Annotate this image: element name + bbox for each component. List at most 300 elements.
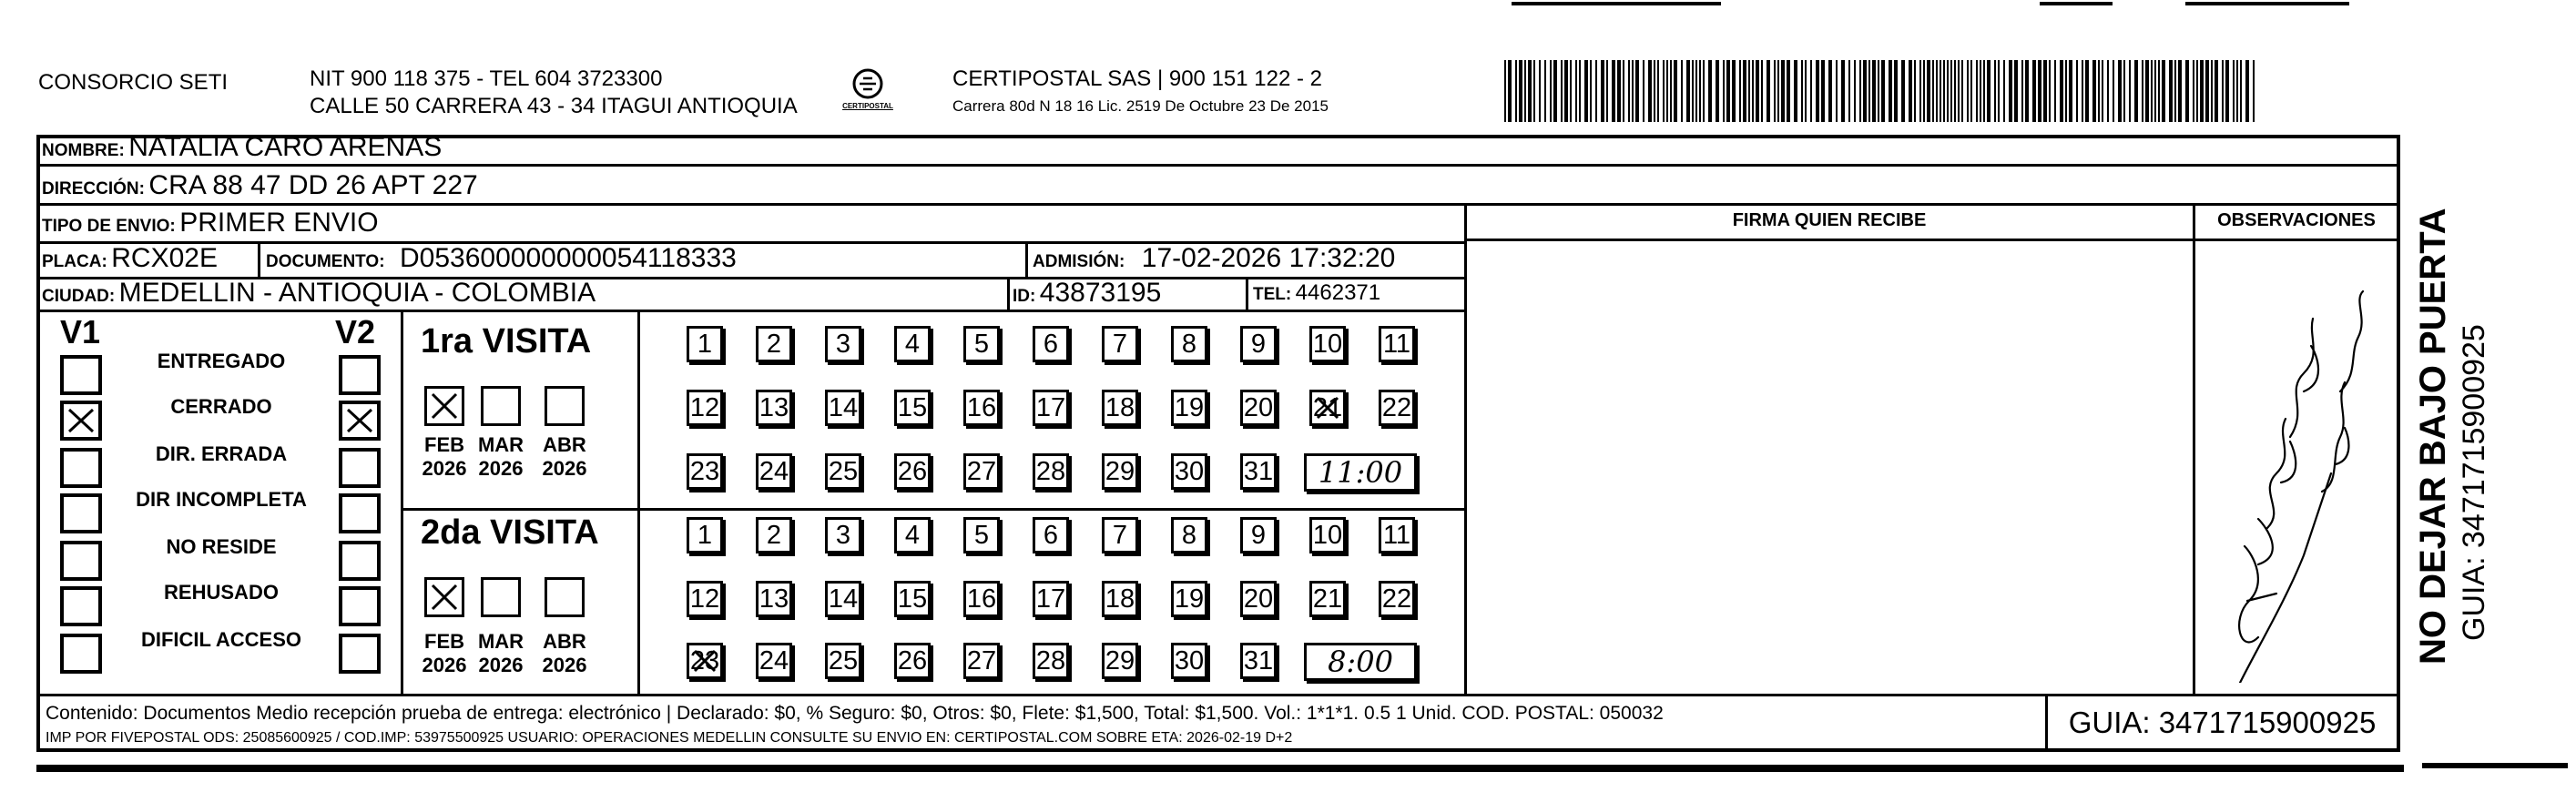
status-label: DIR. ERRADA: [155, 442, 288, 465]
barcode-bar: [1595, 60, 1597, 122]
divider-placa: [258, 241, 260, 277]
id-value: 43873195: [1039, 278, 1162, 308]
barcode-bar: [1958, 60, 1960, 122]
month-name: FEB: [424, 630, 464, 653]
first-day-box[interactable]: 26: [894, 453, 931, 490]
barcode-bar: [1983, 60, 1985, 122]
second-day-box[interactable]: 20: [1240, 581, 1277, 617]
direccion-value: CRA 88 47 DD 26 APT 227: [148, 170, 478, 200]
documento-value: D053600000000054118333: [400, 243, 737, 273]
month-name: ABR: [543, 630, 586, 653]
barcode-bar: [1794, 60, 1797, 122]
barcode-bar: [1932, 60, 1934, 122]
barcode-bar: [1533, 60, 1535, 122]
v1-checkbox[interactable]: [60, 401, 102, 441]
barcode-bar: [2021, 60, 2023, 122]
barcode-bar: [1919, 60, 1921, 122]
first-day-box[interactable]: 30: [1171, 453, 1207, 490]
v2-checkbox[interactable]: [339, 448, 381, 488]
barcode-bar: [1708, 60, 1712, 122]
barcode-bar: [1940, 60, 1941, 122]
barcode-bar: [2240, 60, 2242, 122]
second-day-box[interactable]: 27: [963, 643, 1000, 679]
barcode-bar: [1970, 60, 1972, 122]
line-obs-header: [1464, 239, 2400, 241]
side-guia: GUIA: 3471715900925: [2457, 324, 2491, 641]
barcode-bar: [1670, 60, 1672, 122]
barcode-bar: [1863, 60, 1867, 122]
first-day-box[interactable]: 6: [1033, 326, 1069, 362]
month-name: ABR: [543, 433, 586, 456]
second-day-box[interactable]: 30: [1171, 643, 1207, 679]
first-day-box[interactable]: 18: [1102, 390, 1138, 426]
barcode-bar: [2043, 60, 2047, 122]
signature: [2204, 255, 2386, 683]
barcode-bar: [1524, 60, 1526, 122]
direccion-row: [42, 169, 478, 207]
barcode-bar: [1987, 60, 1991, 122]
nombre-label: NOMBRE:: [42, 141, 125, 160]
first-day-box[interactable]: 1: [687, 326, 723, 362]
barcode-bar: [1976, 60, 1978, 122]
ciudad-value: MEDELLIN - ANTIOQUIA - COLOMBIA: [118, 278, 596, 308]
divider-tel: [1246, 277, 1248, 310]
tipo-value: PRIMER ENVIO: [179, 208, 379, 238]
barcode-bar: [1752, 60, 1754, 122]
barcode-bar: [2142, 60, 2143, 122]
divider-observaciones: [2193, 203, 2195, 695]
barcode-bar: [2009, 60, 2012, 122]
month-name: MAR: [477, 630, 524, 653]
month-year: 2026: [542, 654, 587, 676]
first-day-box[interactable]: 11: [1379, 326, 1415, 362]
first-day-box[interactable]: 21: [1309, 390, 1346, 426]
month-year: 2026: [478, 457, 524, 480]
barcode-bar: [1950, 60, 1952, 122]
month-year: 2026: [542, 457, 587, 480]
barcode-bar: [1994, 60, 1996, 122]
first-visit-title: 1ra VISITA: [421, 322, 592, 360]
barcode-bar: [1854, 60, 1856, 122]
barcode-bar: [1508, 60, 1512, 122]
barcode-bar: [1781, 60, 1785, 122]
first-day-box[interactable]: 12: [687, 390, 723, 426]
barcode-bar: [2253, 60, 2255, 122]
barcode-bar: [1980, 60, 1981, 122]
second-day-box[interactable]: 10: [1309, 517, 1346, 553]
second-day-box[interactable]: 9: [1240, 517, 1277, 553]
firma-header: FIRMA QUIEN RECIBE: [1732, 210, 1927, 230]
v2-checkbox[interactable]: [339, 355, 381, 395]
barcode-bar: [2054, 60, 2056, 122]
barcode-bar: [1590, 60, 1592, 122]
barcode-bar: [1761, 60, 1763, 122]
tel-label: TEL:: [1253, 285, 1292, 304]
second-day-box[interactable]: 12: [687, 581, 723, 617]
observaciones-header: OBSERVACIONES: [2217, 210, 2376, 230]
barcode-bar: [2032, 60, 2036, 122]
id-cell: [1013, 277, 1161, 314]
v2-checkbox[interactable]: [339, 541, 381, 581]
license-line: Carrera 80d N 18 16 Lic. 2519 De Octubre 23 De 2015: [952, 97, 1329, 115]
barcode-bar: [1881, 60, 1885, 122]
second-day-box[interactable]: 25: [825, 643, 861, 679]
barcode-bar: [1777, 60, 1779, 122]
barcode-bar: [1801, 60, 1803, 122]
barcode-bar: [1767, 60, 1770, 122]
barcode-bar: [1743, 60, 1746, 122]
v2-checkbox[interactable]: [339, 586, 381, 626]
barcode-bar: [1601, 60, 1604, 122]
barcode-bar: [2092, 60, 2096, 122]
second-day-box[interactable]: 8: [1171, 517, 1207, 553]
barcode-bar: [2215, 60, 2218, 122]
top-rule-1: [1512, 2, 1721, 5]
second-day-box[interactable]: 7: [1102, 517, 1138, 553]
first-day-box[interactable]: 2: [756, 326, 792, 362]
barcode-bar: [2236, 60, 2238, 122]
nit-line: NIT 900 118 375 - TEL 604 3723300: [310, 66, 663, 91]
check-mark: [64, 404, 98, 437]
status-label: REHUSADO: [164, 581, 279, 604]
first-day-box[interactable]: 15: [894, 390, 931, 426]
first-day-box[interactable]: 20: [1240, 390, 1277, 426]
placa-label: PLACA:: [42, 252, 107, 271]
first-day-box[interactable]: 13: [756, 390, 792, 426]
first-month-checkbox[interactable]: [481, 386, 521, 426]
first-month-checkbox[interactable]: [424, 386, 464, 426]
barcode-bar: [2169, 60, 2173, 122]
logo-text: CERTIPOSTAL: [842, 102, 893, 110]
barcode-bar: [1872, 60, 1876, 122]
barcode-bar: [2123, 60, 2125, 122]
barcode-bar: [1553, 60, 1557, 122]
barcode-bar: [1528, 60, 1532, 122]
barcode-bar: [1739, 60, 1741, 122]
barcode-bar: [2065, 60, 2067, 122]
v1-checkbox[interactable]: [60, 448, 102, 488]
second-month-label: [532, 630, 597, 677]
second-day-box[interactable]: 23: [687, 643, 723, 679]
status-label: CERRADO: [170, 395, 272, 418]
barcode-bar: [1947, 60, 1949, 122]
barcode-bar: [2134, 60, 2138, 122]
first-day-box[interactable]: 7: [1102, 326, 1138, 362]
second-day-box[interactable]: 22: [1379, 581, 1415, 617]
first-day-box[interactable]: 25: [825, 453, 861, 490]
second-day-box[interactable]: 11: [1379, 517, 1415, 553]
first-day-box[interactable]: 16: [963, 390, 1000, 426]
barcode-bar: [1954, 60, 1956, 122]
second-day-box[interactable]: 15: [894, 581, 931, 617]
check-mark: [689, 645, 720, 676]
tipo-row: [42, 207, 379, 244]
barcode-bar: [2129, 60, 2131, 122]
v1-checkbox[interactable]: [60, 586, 102, 626]
barcode-bar: [1936, 60, 1938, 122]
side-warning: NO DEJAR BAJO PUERTA: [2413, 208, 2453, 665]
v2-checkbox[interactable]: [339, 634, 381, 674]
v2-header: V2: [335, 313, 376, 350]
documento-label: DOCUMENTO:: [266, 252, 385, 271]
barcode-bar: [1726, 60, 1730, 122]
barcode-bar: [1635, 60, 1639, 122]
top-rule-3: [2185, 2, 2349, 5]
second-day-box[interactable]: 4: [894, 517, 931, 553]
footer-content: Contenido: Documentos Medio recepción prueba de entrega: electrónico | Declarado: $0, % Seguro: $0, Otros: $0, Flete: $1,500, Total: $1,500. Vol.: 1*1*1. 0.5 1 Unid. COD. POSTAL: 050032: [46, 703, 1664, 724]
barcode-bar: [1699, 60, 1701, 122]
divider-admision: [1025, 241, 1028, 277]
barcode-bar: [1816, 60, 1819, 122]
barcode-bar: [1657, 60, 1659, 122]
barcode-bar: [1692, 60, 1694, 122]
divider-days: [637, 310, 640, 694]
barcode-bar: [1612, 60, 1615, 122]
admision-value: 17-02-2026 17:32:20: [1141, 243, 1396, 273]
barcode-bar: [1703, 60, 1705, 122]
barcode-bar: [1584, 60, 1588, 122]
barcode-bar: [2200, 60, 2204, 122]
tipo-label: TIPO DE ENVIO:: [42, 217, 176, 236]
second-day-box[interactable]: 16: [963, 581, 1000, 617]
first-day-box[interactable]: 23: [687, 453, 723, 490]
check-mark: [427, 580, 462, 614]
second-time-box[interactable]: 8:00: [1304, 643, 1417, 681]
nombre-value: NATALIA CARO ARENAS: [128, 132, 443, 162]
second-day-box[interactable]: 14: [825, 581, 861, 617]
ciudad-cell: [42, 277, 596, 314]
documento-cell: [266, 242, 737, 279]
barcode-bar: [1623, 60, 1624, 122]
status-label: DIFICIL ACCESO: [140, 628, 301, 651]
barcode-bar: [2222, 60, 2224, 122]
second-day-box[interactable]: 17: [1033, 581, 1069, 617]
company-name: CONSORCIO SETI: [38, 70, 229, 95]
divider-id: [1007, 277, 1010, 310]
certipostal-logo: [836, 66, 900, 120]
barcode-bar: [1723, 60, 1725, 122]
first-day-box[interactable]: 10: [1309, 326, 1346, 362]
first-day-box[interactable]: 31: [1240, 453, 1277, 490]
second-day-box[interactable]: 26: [894, 643, 931, 679]
barcode-bar: [1628, 60, 1630, 122]
barcode-bar: [1868, 60, 1870, 122]
divider-status: [401, 310, 403, 694]
barcode-bar: [1914, 60, 1916, 122]
first-month-checkbox[interactable]: [545, 386, 585, 426]
first-time-box[interactable]: 11:00: [1304, 453, 1417, 492]
certipostal-line: CERTIPOSTAL SAS | 900 151 122 - 2: [952, 66, 1322, 91]
second-month-checkbox[interactable]: [481, 577, 521, 617]
second-day-box[interactable]: 2: [756, 517, 792, 553]
first-day-box[interactable]: 19: [1171, 390, 1207, 426]
barcode-bar: [2082, 60, 2083, 122]
barcode-bar: [1859, 60, 1861, 122]
admision-cell: [1033, 242, 1395, 279]
first-day-box[interactable]: 14: [825, 390, 861, 426]
barcode-bar: [1561, 60, 1563, 122]
barcode-bar: [1504, 60, 1506, 122]
barcode-bar: [2245, 60, 2249, 122]
barcode-bar: [2178, 60, 2182, 122]
barcode-bar: [1787, 60, 1790, 122]
barcode-bar: [1889, 60, 1892, 122]
second-day-box[interactable]: 29: [1102, 643, 1138, 679]
second-day-box[interactable]: 6: [1033, 517, 1069, 553]
barcode-bar: [1648, 60, 1652, 122]
second-day-box[interactable]: 28: [1033, 643, 1069, 679]
top-rule-2: [2040, 2, 2113, 5]
barcode-bar: [2003, 60, 2005, 122]
barcode-bar: [2025, 60, 2029, 122]
barcode-bar: [1961, 60, 1963, 122]
footer-print-info: IMP POR FIVEPOSTAL ODS: 25085600925 / COD.IMP: 53975500925 USUARIO: OPERACIONES MEDELLIN CONSULTE SU ENVIO EN: CERTIPOSTAL.COM SOBRE ETA: 2026-02-19 D+2: [46, 730, 1293, 746]
barcode-bar: [1686, 60, 1690, 122]
barcode-bar: [1848, 60, 1850, 122]
barcode-bar: [1663, 60, 1665, 122]
v2-checkbox[interactable]: [339, 493, 381, 533]
first-day-box[interactable]: 5: [963, 326, 1000, 362]
first-day-box[interactable]: 24: [756, 453, 792, 490]
second-day-box[interactable]: 24: [756, 643, 792, 679]
barcode-bar: [1544, 60, 1546, 122]
v1-checkbox[interactable]: [60, 541, 102, 581]
barcode-bar: [2162, 60, 2165, 122]
barcode-bar: [1550, 60, 1552, 122]
second-month-checkbox[interactable]: [424, 577, 464, 617]
barcode-bar: [2145, 60, 2149, 122]
barcode-bar: [1716, 60, 1719, 122]
barcode-bar: [2118, 60, 2122, 122]
second-day-box[interactable]: 21: [1309, 581, 1346, 617]
barcode-bar: [1810, 60, 1812, 122]
barcode-bar: [1579, 60, 1581, 122]
barcode-bar: [2107, 60, 2109, 122]
first-day-box[interactable]: 29: [1102, 453, 1138, 490]
address-line: CALLE 50 CARRERA 43 - 34 ITAGUI ANTIOQUIA: [310, 94, 798, 118]
barcode-bar: [1841, 60, 1845, 122]
month-year: 2026: [422, 654, 467, 676]
month-year: 2026: [422, 457, 467, 480]
second-day-box[interactable]: 19: [1171, 581, 1207, 617]
barcode-bar: [1821, 60, 1825, 122]
v1-checkbox[interactable]: [60, 493, 102, 533]
second-day-box[interactable]: 1: [687, 517, 723, 553]
second-day-box[interactable]: 3: [825, 517, 861, 553]
barcode-bar: [2069, 60, 2072, 122]
barcode-bar: [2211, 60, 2213, 122]
second-month-checkbox[interactable]: [545, 577, 585, 617]
status-label: ENTREGADO: [157, 350, 286, 372]
divider-firma: [1464, 203, 1467, 695]
id-label: ID:: [1013, 287, 1036, 306]
barcode-bar: [1681, 60, 1683, 122]
guia-number: GUIA: 3471715900925: [2045, 696, 2397, 750]
line-6: [401, 508, 1464, 511]
second-day-box[interactable]: 18: [1102, 581, 1138, 617]
barcode-bar: [1674, 60, 1677, 122]
barcode-bar: [2193, 60, 2194, 122]
barcode-bar: [2049, 60, 2051, 122]
placa-value: RCX02E: [111, 243, 218, 273]
barcode-bar: [2154, 60, 2156, 122]
second-month-label: [468, 630, 534, 677]
barcode-bar: [2060, 60, 2063, 122]
bottom-rule: [36, 765, 2404, 772]
first-day-box[interactable]: 4: [894, 326, 931, 362]
status-label: DIR INCOMPLETA: [136, 488, 307, 511]
barcode-bar: [2098, 60, 2100, 122]
barcode-bar: [2196, 60, 2198, 122]
barcode-bar: [1654, 60, 1655, 122]
first-day-box[interactable]: 9: [1240, 326, 1277, 362]
barcode-bar: [1575, 60, 1577, 122]
first-month-label: [468, 433, 534, 481]
second-visit-title: 2da VISITA: [421, 513, 599, 552]
v2-checkbox[interactable]: [339, 401, 381, 441]
barcode-bar: [2076, 60, 2078, 122]
v1-checkbox[interactable]: [60, 355, 102, 395]
v1-checkbox[interactable]: [60, 634, 102, 674]
first-month-label: [532, 433, 597, 481]
second-day-box[interactable]: 31: [1240, 643, 1277, 679]
barcode-bar: [1570, 60, 1572, 122]
barcode-bar: [1774, 60, 1776, 122]
barcode-bar: [1836, 60, 1838, 122]
barcode-bar: [1894, 60, 1898, 122]
barcode-bar: [1805, 60, 1807, 122]
second-day-box[interactable]: 13: [756, 581, 792, 617]
barcode-bar: [1967, 60, 1969, 122]
barcode-bar: [2205, 60, 2209, 122]
barcode-bar: [1606, 60, 1608, 122]
barcode-bar: [2085, 60, 2089, 122]
tel-value: 4462371: [1295, 280, 1381, 305]
ciudad-label: CIUDAD:: [42, 287, 116, 306]
first-day-box[interactable]: 28: [1033, 453, 1069, 490]
first-day-box[interactable]: 22: [1379, 390, 1415, 426]
first-day-box[interactable]: 8: [1171, 326, 1207, 362]
barcode-bar: [1756, 60, 1759, 122]
first-day-box[interactable]: 27: [963, 453, 1000, 490]
second-day-box[interactable]: 5: [963, 517, 1000, 553]
barcode-bar: [1564, 60, 1568, 122]
barcode-bar: [2185, 60, 2189, 122]
status-label: NO RESIDE: [166, 535, 277, 558]
barcode-bar: [2113, 60, 2114, 122]
barcode-bar: [1519, 60, 1522, 122]
admision-label: ADMISIÓN:: [1033, 252, 1125, 271]
month-name: FEB: [424, 433, 464, 456]
month-name: MAR: [477, 433, 524, 456]
first-day-box[interactable]: 17: [1033, 390, 1069, 426]
barcode-bar: [2014, 60, 2018, 122]
placa-cell: [42, 242, 218, 279]
barcode-bar: [1927, 60, 1930, 122]
bottom-rule-extra: [2422, 763, 2568, 768]
direccion-label: DIRECCIÓN:: [42, 179, 145, 198]
barcode-bar: [1998, 60, 2000, 122]
check-mark: [427, 389, 462, 423]
barcode-bar: [1632, 60, 1634, 122]
barcode-bar: [2158, 60, 2160, 122]
barcode-bar: [1878, 60, 1879, 122]
barcode-bar: [1539, 60, 1541, 122]
first-day-box[interactable]: 3: [825, 326, 861, 362]
barcode-bar: [1901, 60, 1905, 122]
nombre-row: [42, 131, 442, 168]
barcode: [1504, 60, 2260, 122]
